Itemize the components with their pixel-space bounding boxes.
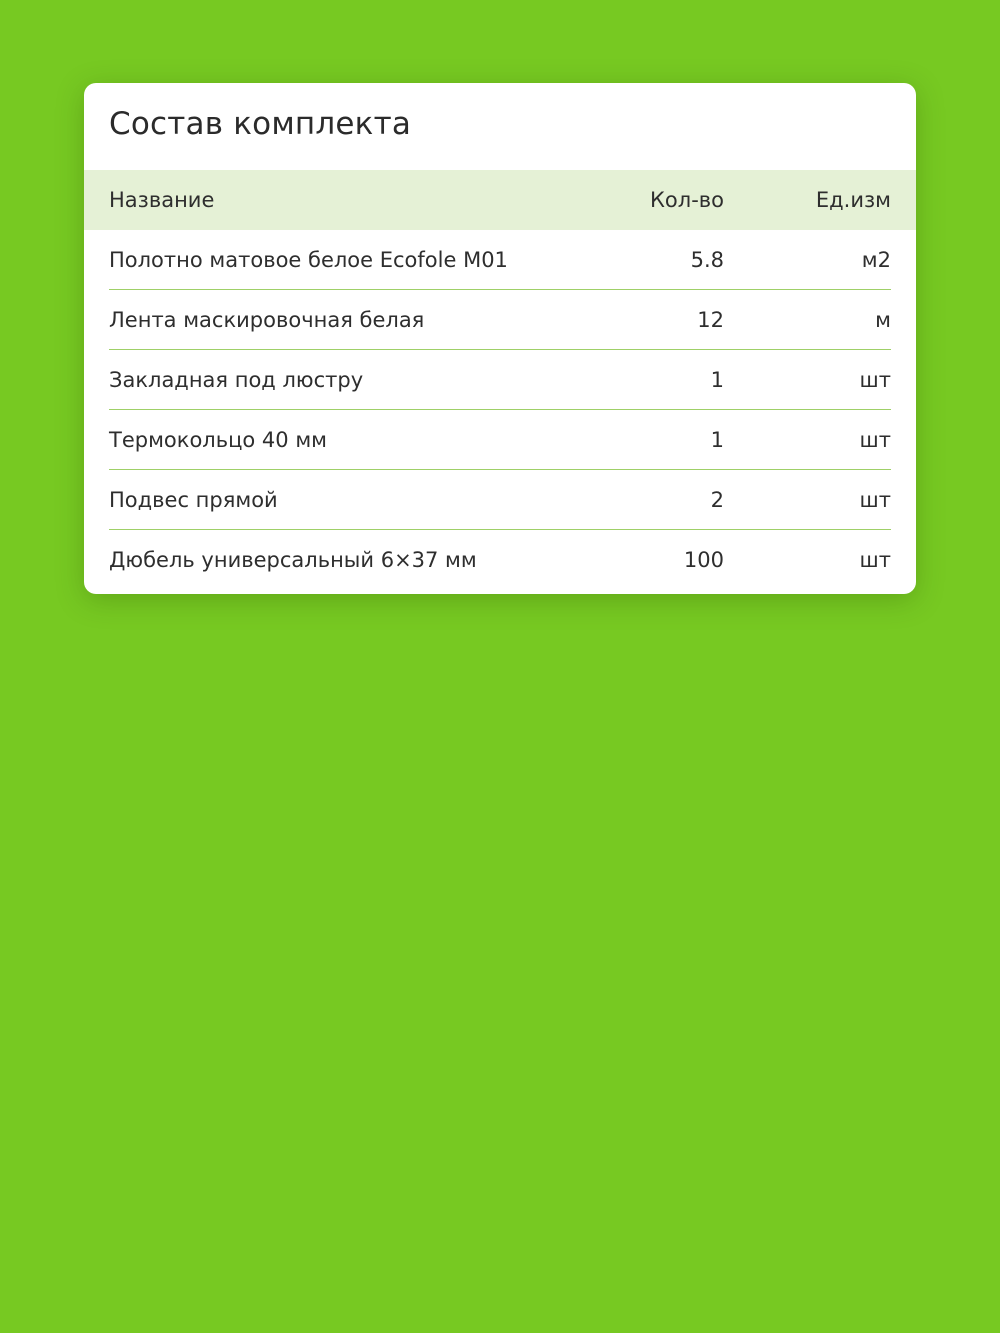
table-row (84, 230, 916, 290)
row-name: Дюбель универсальный 6×37 мм (109, 548, 477, 572)
table-row (84, 470, 916, 530)
row-unit: шт (859, 368, 891, 392)
row-qty: 12 (697, 308, 724, 332)
row-name: Полотно матовое белое Ecofole M01 (109, 248, 508, 272)
header-qty: Кол-во (650, 188, 724, 212)
row-unit: шт (859, 428, 891, 452)
row-qty: 1 (710, 368, 724, 392)
row-name: Закладная под люстру (109, 368, 364, 392)
header-unit: Ед.изм (815, 188, 891, 212)
table-row (84, 530, 916, 590)
table-header (84, 170, 916, 230)
kit-contents-card (84, 83, 916, 594)
row-name: Лента маскировочная белая (109, 308, 425, 332)
card-title: Состав комплекта (109, 106, 412, 142)
table-row (84, 290, 916, 350)
row-unit: м2 (861, 248, 891, 272)
row-unit: м (875, 308, 891, 332)
table-row (84, 410, 916, 470)
row-unit: шт (859, 488, 891, 512)
row-name: Термокольцо 40 мм (109, 428, 327, 452)
row-name: Подвес прямой (109, 488, 278, 512)
row-unit: шт (859, 548, 891, 572)
header-name: Название (109, 188, 215, 212)
row-qty: 5.8 (690, 248, 724, 272)
row-qty: 1 (710, 428, 724, 452)
kit-contents-table (84, 170, 916, 590)
row-qty: 100 (683, 548, 724, 572)
row-qty: 2 (710, 488, 724, 512)
table-row (84, 350, 916, 410)
